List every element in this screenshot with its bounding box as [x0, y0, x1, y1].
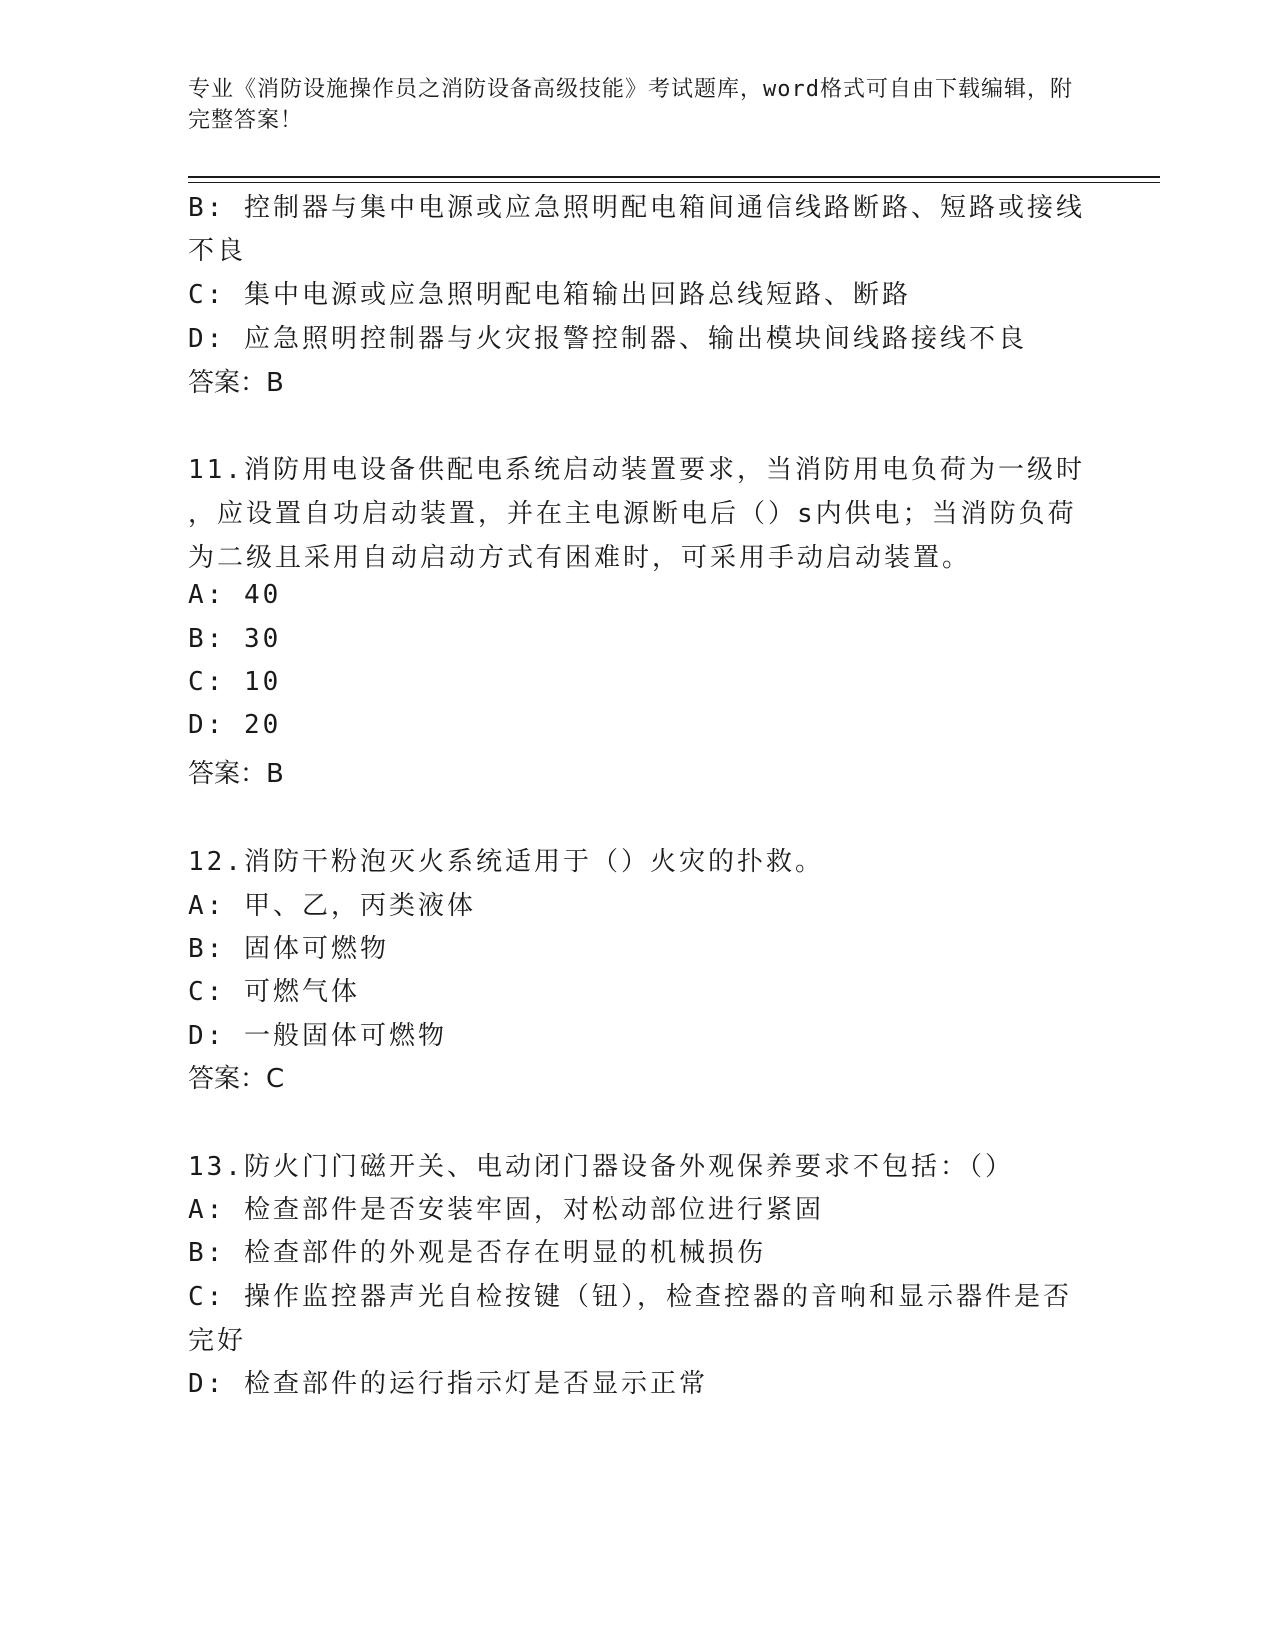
- q10-option-b-line2: 不良: [188, 236, 247, 266]
- q11-option-d: D: 20: [188, 710, 282, 740]
- document-header: 专业《消防设施操作员之消防设备高级技能》考试题库，word格式可自由下载编辑，附完整答案！: [188, 77, 1073, 133]
- q12-option-a: A: 甲、乙，丙类液体: [188, 891, 476, 921]
- header-divider-thick: [188, 176, 1160, 178]
- q13-option-d: D: 检查部件的运行指示灯是否显示正常: [188, 1369, 708, 1399]
- q11-option-a: A: 40: [188, 580, 282, 610]
- q13-option-c-line1: C: 操作监控器声光自检按键（钮），检查控器的音响和显示器件是否: [188, 1282, 1072, 1312]
- q12-answer: 答案：C: [188, 1064, 285, 1094]
- q12-option-c: C: 可燃气体: [188, 977, 360, 1007]
- q11-option-c: C: 10: [188, 667, 282, 697]
- q12-stem: 12.消防干粉泡灭火系统适用于（）火灾的扑救。: [188, 847, 824, 877]
- q11-stem-line1: 11.消防用电设备供配电系统启动装置要求，当消防用电负荷为一级时: [188, 455, 1085, 485]
- q12-option-d: D: 一般固体可燃物: [188, 1021, 447, 1051]
- q13-option-b: B: 检查部件的外观是否存在明显的机械损伤: [188, 1238, 766, 1268]
- header-divider-thin: [188, 182, 1160, 183]
- q11-stem-line2: ，应设置自功启动装置，并在主电源断电后（）s内供电；当消防负荷: [188, 499, 1077, 529]
- q10-answer: 答案：B: [188, 368, 284, 398]
- q13-stem: 13.防火门门磁开关、电动闭门器设备外观保养要求不包括：（）: [188, 1152, 1014, 1182]
- q11-option-b: B: 30: [188, 624, 282, 654]
- q11-answer: 答案：B: [188, 759, 284, 789]
- q12-option-b: B: 固体可燃物: [188, 934, 389, 964]
- q10-option-b-line1: B: 控制器与集中电源或应急照明配电箱间通信线路断路、短路或接线: [188, 193, 1085, 223]
- q10-option-c: C: 集中电源或应急照明配电箱输出回路总线短路、断路: [188, 280, 911, 310]
- q11-stem-line3: 为二级且采用自动启动方式有困难时，可采用手动启动装置。: [188, 543, 972, 573]
- q10-option-d: D: 应急照明控制器与火灾报警控制器、输出模块间线路接线不良: [188, 324, 1027, 354]
- q13-option-a: A: 检查部件是否安装牢固，对松动部位进行紧固: [188, 1195, 824, 1225]
- q13-option-c-line2: 完好: [188, 1326, 247, 1356]
